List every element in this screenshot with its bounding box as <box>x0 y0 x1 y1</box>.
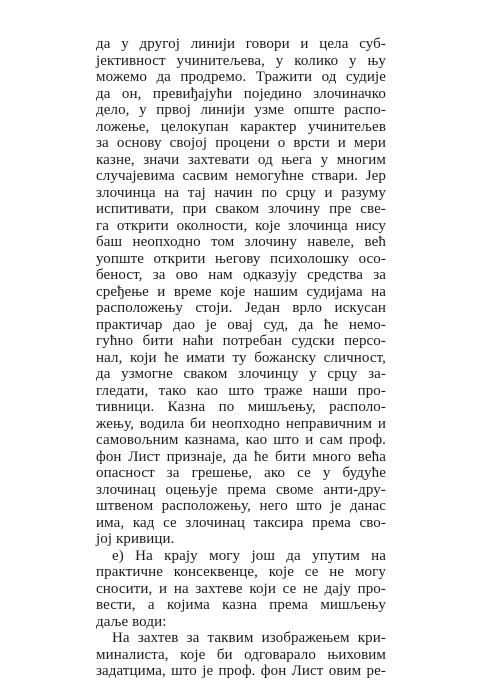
text-line: ложење, целокупан карактер учинитељев <box>96 118 386 135</box>
text-line: да у другој линији говори и цела суб- <box>96 36 386 52</box>
text-line: жењу, водила би неопходно неправичним и <box>96 415 386 432</box>
text-line: има, кад се злочинац таксира према сво- <box>96 514 386 531</box>
text-line: можемо да продремо. Тражити од судије <box>96 69 386 85</box>
text-line: самовољним казнама, као што и сам проф. <box>96 432 386 448</box>
text-line: злочинца на тај начин по срцу и разуму <box>96 184 386 201</box>
text-line: опасност за грешење, ако се у будуће <box>96 465 386 481</box>
text-line: јективност учинитељева, у колико у њу <box>96 52 386 69</box>
text-line: практичне консеквенце, које се не могу <box>96 564 386 580</box>
text-line: гледати, тако као што траже наши про- <box>96 382 386 399</box>
text-line: фон Лист признаје, да ће бити много већа <box>96 448 386 465</box>
text-line: нал, који ће имати ту божанску сличност, <box>96 349 386 366</box>
text-line: штвеном расположењу, него што је данас <box>96 498 386 514</box>
text-line: баш неопходно том злочину навеле, већ <box>96 234 386 250</box>
text-line: миналиста, које би одговарало њиховим <box>96 646 386 663</box>
text-line: вести, а којима казна према мишљењу <box>96 597 386 613</box>
text-line: испитивати, при сваком злочину пре све- <box>96 201 386 217</box>
text-line: да узмогне сваком злочинцу у срцу за- <box>96 366 386 382</box>
text-line: уопште открити његову психолошку осо- <box>96 250 386 267</box>
text-line: даље води: <box>96 613 167 630</box>
text-line: сређење и време које нашим судијама на <box>96 283 386 300</box>
text-line: тивници. Казна по мишљењу, располо- <box>96 399 386 415</box>
text-line: е) На крају могу још да упутим на <box>112 547 386 564</box>
text-line: расположењу стоји. Један врло искусан <box>96 300 386 316</box>
text-line: га открити околности, које злочинца нису <box>96 217 386 234</box>
text-line: да он, превиђајући поједино злочиначко <box>96 85 386 102</box>
text-line: јој кривици. <box>96 531 175 547</box>
text-line: гућно бити наћи потребан судски персо- <box>96 333 386 349</box>
text-line: задатцима, што је проф. фон Лист овим ре- <box>96 663 386 679</box>
text-line: за основу својој процени о врсти и мери <box>96 135 386 151</box>
text-line: казне, значи захтевати од њега у многим <box>96 151 386 168</box>
text-line: злочинац оцењује према своме анти-дру- <box>96 481 386 498</box>
text-line: практичар дао је овај суд, да ће немо- <box>96 316 386 333</box>
body-text <box>96 36 386 680</box>
text-line: случајевима сасвим немогућне ствари. Јер <box>96 168 386 184</box>
text-line: На захтев за таквим изображењем кри- <box>112 630 386 646</box>
text-line: дело, у првој линији узме опште распо- <box>96 102 386 118</box>
text-line: беност, за ово нам одказују средства за <box>96 267 386 283</box>
text-line: сносити, и на захтеве који се не дају про- <box>96 580 386 597</box>
